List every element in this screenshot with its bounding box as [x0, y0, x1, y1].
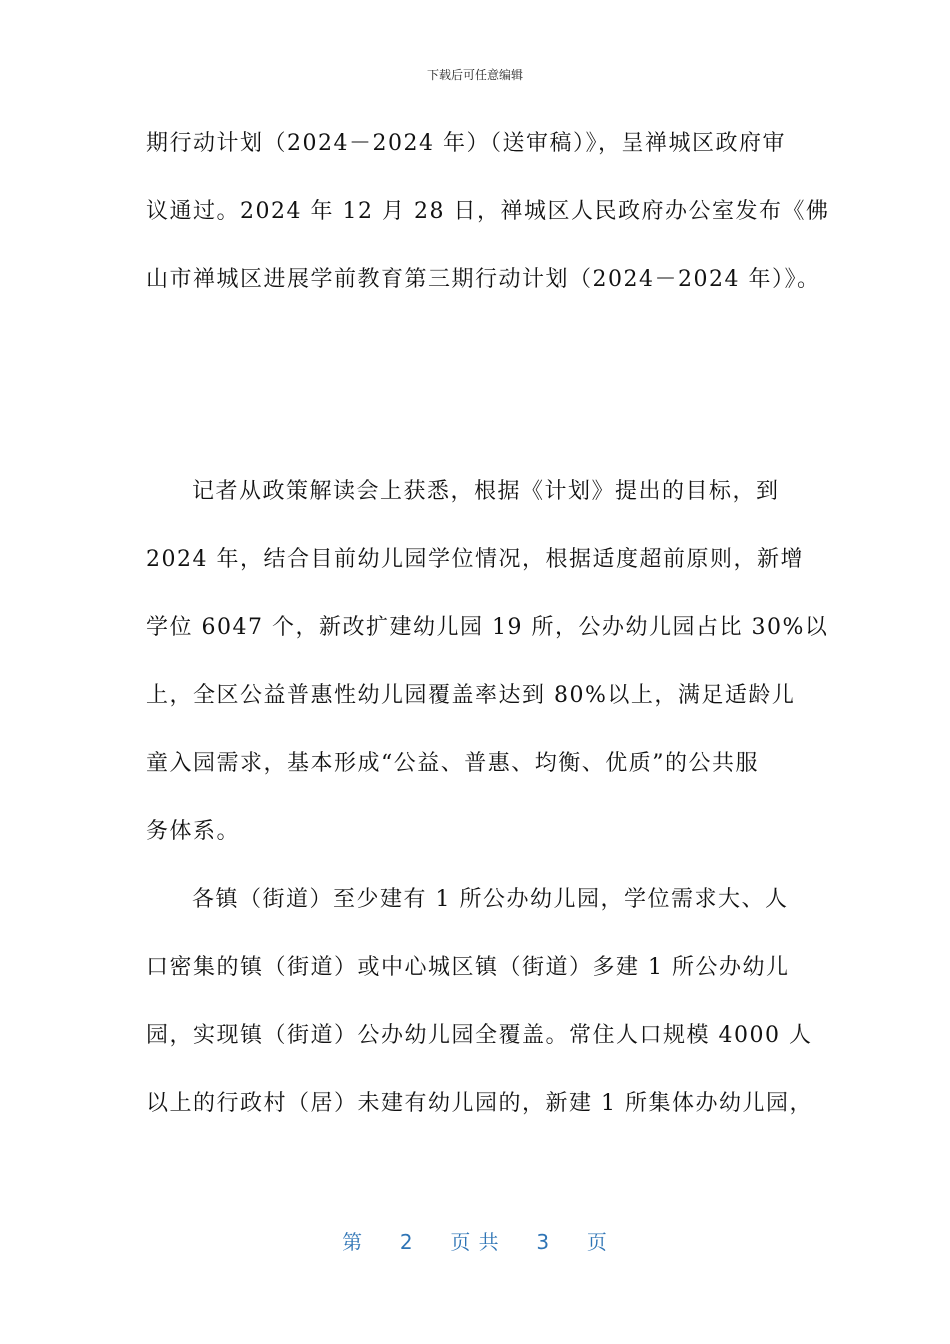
paragraph-2 [146, 470, 829, 878]
text-line: 园，实现镇（街道）公办幼儿园全覆盖。常住人口规模 4000 人 [146, 1023, 813, 1048]
text-line: 各镇（街道）至少建有 1 所公办幼儿园，学位需求大、人 [192, 887, 789, 912]
text-line: 期行动计划（2024－2024 年）（送审稿）》，呈禅城区政府审 [146, 131, 786, 156]
page-header: 下载后可任意编辑 [426, 68, 523, 82]
footer-prefix: 第 [342, 1230, 364, 1254]
text-line: 议通过。2024 年 12 月 28 日，禅城区人民政府办公室发布《佛 [146, 199, 830, 224]
text-line: 务体系。 [146, 819, 241, 844]
footer-middle: 页 共 [450, 1230, 500, 1254]
text-line: 以上的行政村（居）未建有幼儿园的，新建 1 所集体办幼儿园， [146, 1091, 813, 1116]
paragraph-3 [146, 878, 813, 1150]
text-line: 口密集的镇（街道）或中心城区镇（街道）多建 1 所公办幼儿 [146, 955, 790, 980]
text-line: 记者从政策解读会上获悉，根据《计划》提出的目标，到 [192, 479, 780, 504]
text-line: 山市禅城区进展学前教育第三期行动计划（2024－2024 年）》。 [146, 267, 821, 292]
text-line: 2024 年，结合目前幼儿园学位情况，根据适度超前原则，新增 [146, 547, 804, 572]
footer-suffix: 页 [586, 1230, 608, 1254]
text-line: 上，全区公益普惠性幼儿园覆盖率达到 80%以上，满足适龄儿 [146, 683, 796, 708]
total-pages-number: 3 [536, 1230, 551, 1254]
text-line: 学位 6047 个，新改扩建幼儿园 19 所，公办幼儿园占比 30%以 [146, 615, 829, 640]
text-line: 童入园需求，基本形成“公益、普惠、均衡、优质”的公共服 [146, 751, 759, 776]
current-page-number: 2 [399, 1230, 414, 1254]
paragraph-1 [146, 122, 830, 326]
paragraph-gap [146, 326, 806, 470]
document-body [146, 122, 830, 1150]
page-footer [0, 1226, 950, 1255]
